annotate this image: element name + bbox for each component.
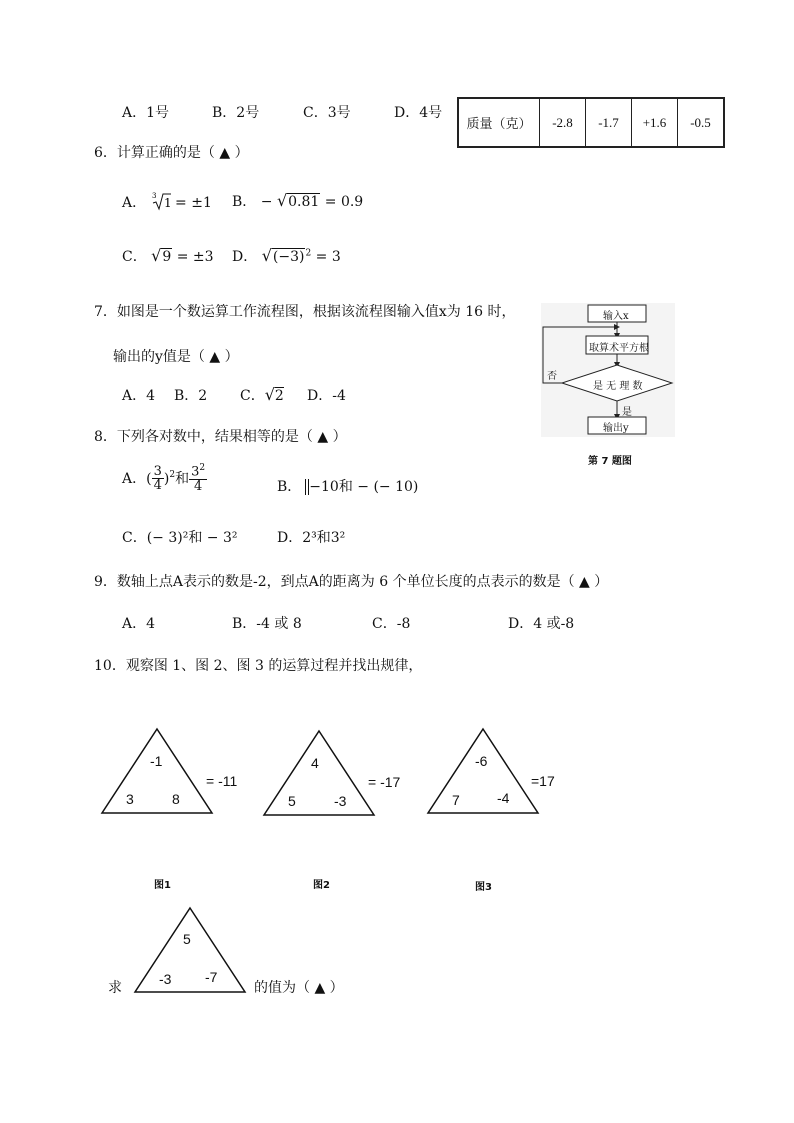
- q8-a-he: 和: [175, 470, 190, 487]
- q8-option-b: [277, 476, 418, 496]
- sqrt-icon: √: [264, 385, 275, 404]
- q8-b-text: −10和 − (− 10): [309, 479, 419, 495]
- fig2-top: 4: [311, 755, 319, 771]
- q7-option-b: B．2: [174, 388, 208, 404]
- q9-option-b: B．-4 或 8: [232, 616, 302, 632]
- ask-right: -7: [205, 969, 218, 985]
- fig2-caption: 图2: [313, 880, 330, 891]
- q7-stem: 7．如图是一个数运算工作流程图，根据该流程图输入值x为 16 时，: [94, 304, 516, 320]
- figure-2-triangle: [262, 729, 376, 817]
- mass-cell-2: -1.7: [586, 98, 632, 147]
- q5-option-b: B．2号: [212, 105, 260, 121]
- q8-a-label: A．: [122, 470, 147, 487]
- flow-no-label: 否: [547, 371, 557, 382]
- q9-stem: 9．数轴上点A表示的数是-2，到点A的距离为 6 个单位长度的点表示的数是（ ▲ ）: [94, 574, 609, 590]
- q8-option-c: [122, 527, 238, 547]
- q6-c-rhs: = ±3: [176, 249, 214, 265]
- cube-root-icon: [151, 191, 171, 211]
- fig3-left: 7: [452, 792, 460, 808]
- q7-c-label: C．: [240, 388, 265, 404]
- q8-option-a: A．( $\frac{3}{4}$ )$^2$和 $\frac{3^2}{4}$: [122, 463, 206, 494]
- fig3-top: -6: [475, 753, 488, 769]
- fig3-right: -4: [497, 790, 510, 806]
- fig2-result: = -17: [368, 774, 401, 790]
- q6-stem: 6．计算正确的是（ ▲ ）: [94, 145, 249, 161]
- q5-option-c: C．3号: [303, 105, 351, 121]
- q6-a-rhs: = ±1: [175, 195, 212, 211]
- q5-option-d: D．4号: [394, 105, 443, 121]
- flow-yes-label: 是: [622, 407, 632, 418]
- q8-d-text: 2³和3²: [302, 530, 346, 546]
- q6-d-rhs: = 3: [315, 249, 341, 265]
- q6-d-radicand: (−3): [272, 249, 305, 265]
- q6-c-radicand: 9: [162, 249, 172, 265]
- q6-option-d: D． $√(-3)^2 = 3$: [232, 246, 341, 265]
- sqrt-icon: √: [276, 191, 288, 210]
- flow-decision-label: 是 无 理 数: [593, 381, 643, 392]
- fig2-right: -3: [334, 793, 347, 809]
- mass-cell-3: +1.6: [632, 98, 678, 147]
- ask-top: 5: [183, 931, 191, 947]
- q6-c-label: C．: [122, 249, 147, 265]
- q5-option-a: A．1号: [122, 105, 170, 121]
- flow-sqrt-label: 取算术平方根: [589, 343, 649, 354]
- sqrt-icon: √: [261, 246, 272, 265]
- q6-d-label: D．: [232, 249, 258, 265]
- q7-option-d: D．-4: [307, 388, 346, 404]
- fig3-result: =17: [531, 773, 555, 789]
- mass-table: [457, 97, 725, 148]
- q10-stem: 10．观察图 1、图 2、图 3 的运算过程并找出规律，: [94, 658, 423, 674]
- fig1-result: = -11: [206, 773, 238, 789]
- q6-a-label: A．: [122, 195, 147, 211]
- q7-stem-line2: 输出的y值是（ ▲ ）: [113, 349, 239, 365]
- q10-ask-prefix: 求: [108, 980, 122, 996]
- q9-option-c: C．-8: [372, 616, 411, 632]
- q8-option-d: [277, 527, 345, 547]
- q6-b-radicand: 0.81: [288, 194, 320, 210]
- q10-ask-suffix: 的值为（ ▲ ）: [254, 980, 344, 996]
- ask-triangle: [133, 906, 247, 994]
- fig1-caption: 图1: [154, 880, 171, 891]
- fig2-left: 5: [288, 793, 296, 809]
- q7-option-a: A．4: [122, 388, 156, 404]
- figure-1-triangle: [100, 727, 214, 815]
- q6-option-c: [122, 246, 214, 266]
- q7-c-radicand: 2: [274, 388, 284, 404]
- svg-text:1: 1: [163, 196, 171, 210]
- fig1-left: 3: [126, 791, 134, 807]
- fig1-top: -1: [150, 753, 163, 769]
- mass-cell-4: -0.5: [678, 98, 725, 147]
- flowchart-caption: 第 7 题图: [588, 456, 632, 467]
- flow-output-label: 输出y: [603, 423, 629, 434]
- flowchart: [541, 303, 675, 437]
- q8-stem: 8．下列各对数中，结果相等的是（ ▲ ）: [94, 429, 347, 445]
- q6-b-rhs: = 0.9: [324, 194, 364, 210]
- q6-option-a: [122, 191, 212, 212]
- mass-cell-1: -2.8: [540, 98, 586, 147]
- q9-option-a: A．4: [122, 616, 156, 632]
- flow-input-label: 输入x: [603, 311, 629, 322]
- fig3-caption: 图3: [475, 882, 492, 893]
- q8-b-label: B．: [277, 479, 302, 495]
- q8-c-text: (− 3)²和 − 3²: [146, 530, 238, 546]
- q7-option-c: [240, 385, 284, 405]
- figure-3-triangle: [426, 727, 540, 815]
- q6-b-label: B．: [232, 194, 257, 210]
- q8-d-label: D．: [277, 530, 303, 546]
- q8-c-label: C．: [122, 530, 147, 546]
- ask-left: -3: [159, 971, 172, 987]
- svg-text:3: 3: [151, 192, 157, 200]
- q6-option-b: B． − √0.81 = 0.9: [232, 191, 364, 210]
- fig1-right: 8: [172, 791, 180, 807]
- mass-table-header: 质量（克）: [458, 98, 540, 147]
- sqrt-icon: √: [151, 246, 162, 265]
- q9-option-d: D．4 或-8: [508, 616, 575, 632]
